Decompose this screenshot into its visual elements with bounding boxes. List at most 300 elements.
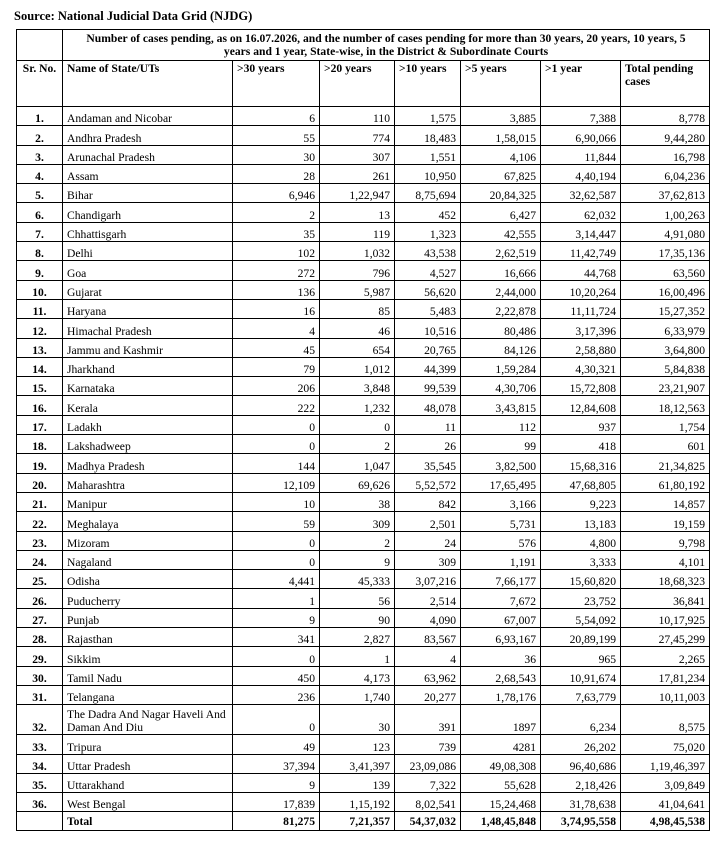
total-gt1: 3,74,95,558 (541, 812, 621, 831)
gt10-cell: 5,483 (395, 299, 461, 318)
table-row (17, 454, 710, 473)
table-row (17, 126, 710, 145)
total-pending-cell: 16,798 (621, 145, 710, 164)
gt20-cell: 139 (320, 773, 395, 792)
total-pending-cell: 10,11,003 (621, 685, 710, 704)
gt30-cell: 6,946 (233, 184, 320, 203)
gt30-cell: 59 (233, 512, 320, 531)
header-gt5: >5 years (461, 61, 541, 107)
gt30-cell: 45 (233, 338, 320, 357)
total-pending-cell: 19,159 (621, 512, 710, 531)
sr-cell: 32. (17, 705, 63, 735)
gt10-cell: 10,516 (395, 319, 461, 338)
table-row (17, 793, 710, 812)
gt30-cell: 0 (233, 647, 320, 666)
gt30-cell: 37,394 (233, 754, 320, 773)
state-name-cell: Arunachal Pradesh (63, 145, 233, 164)
gt5-cell: 3,166 (461, 492, 541, 511)
gt5-cell: 17,65,495 (461, 473, 541, 492)
gt10-cell: 1,575 (395, 107, 461, 126)
gt1-cell: 3,17,396 (541, 319, 621, 338)
sr-cell: 6. (17, 203, 63, 222)
header-total-pending: Total pending cases (621, 61, 710, 107)
gt1-cell: 26,202 (541, 735, 621, 754)
gt5-cell: 84,126 (461, 338, 541, 357)
state-name-cell: West Bengal (63, 793, 233, 812)
state-name-cell: Gujarat (63, 280, 233, 299)
sr-cell: 12. (17, 319, 63, 338)
gt20-cell: 774 (320, 126, 395, 145)
gt5-cell: 2,44,000 (461, 280, 541, 299)
gt1-cell: 15,68,316 (541, 454, 621, 473)
gt1-cell: 6,90,066 (541, 126, 621, 145)
table-row (17, 705, 710, 735)
state-name-cell: Goa (63, 261, 233, 280)
gt20-cell: 261 (320, 164, 395, 183)
sr-cell: 19. (17, 454, 63, 473)
gt10-cell: 8,02,541 (395, 793, 461, 812)
header-sr-no: Sr. No. (17, 61, 63, 107)
total-pending-cell: 75,020 (621, 735, 710, 754)
total-label: Total (63, 812, 233, 831)
gt5-cell: 1,58,015 (461, 126, 541, 145)
gt10-cell: 1,551 (395, 145, 461, 164)
gt20-cell: 110 (320, 107, 395, 126)
gt1-cell: 15,60,820 (541, 570, 621, 589)
state-name-cell: The Dadra And Nagar Haveli And Daman And Diu (63, 705, 233, 735)
gt1-cell: 11,844 (541, 145, 621, 164)
gt5-cell: 7,66,177 (461, 570, 541, 589)
state-name-cell: Uttar Pradesh (63, 754, 233, 773)
gt20-cell: 1,032 (320, 242, 395, 261)
state-name-cell: Meghalaya (63, 512, 233, 531)
sr-cell: 15. (17, 377, 63, 396)
gt10-cell: 20,277 (395, 685, 461, 704)
gt5-cell: 3,885 (461, 107, 541, 126)
sr-cell: 24. (17, 550, 63, 569)
gt20-cell: 309 (320, 512, 395, 531)
gt30-cell: 102 (233, 242, 320, 261)
gt30-cell: 4,441 (233, 570, 320, 589)
gt10-cell: 4,090 (395, 608, 461, 627)
total-pending-cell: 601 (621, 435, 710, 454)
total-pending-cell: 17,81,234 (621, 666, 710, 685)
gt5-cell: 3,43,815 (461, 396, 541, 415)
gt30-cell: 30 (233, 145, 320, 164)
total-pending-cell: 21,34,825 (621, 454, 710, 473)
state-name-cell: Kerala (63, 396, 233, 415)
gt5-cell: 7,672 (461, 589, 541, 608)
total-gt10: 54,37,032 (395, 812, 461, 831)
state-name-cell: Andhra Pradesh (63, 126, 233, 145)
header-gt10: >10 years (395, 61, 461, 107)
table-row (17, 608, 710, 627)
gt20-cell: 1,047 (320, 454, 395, 473)
gt30-cell: 0 (233, 550, 320, 569)
table-row (17, 773, 710, 792)
state-name-cell: Sikkim (63, 647, 233, 666)
gt5-cell: 1,191 (461, 550, 541, 569)
gt1-cell: 11,42,749 (541, 242, 621, 261)
gt30-cell: 2 (233, 203, 320, 222)
table-body (17, 107, 710, 812)
sr-cell: 23. (17, 531, 63, 550)
gt5-cell: 3,82,500 (461, 454, 541, 473)
sr-cell: 3. (17, 145, 63, 164)
table-row (17, 492, 710, 511)
state-name-cell: Ladakh (63, 415, 233, 434)
sr-cell: 11. (17, 299, 63, 318)
gt30-cell: 9 (233, 608, 320, 627)
gt10-cell: 18,483 (395, 126, 461, 145)
gt20-cell: 56 (320, 589, 395, 608)
gt30-cell: 144 (233, 454, 320, 473)
gt1-cell: 10,20,264 (541, 280, 621, 299)
total-pending-cell: 10,17,925 (621, 608, 710, 627)
gt1-cell: 62,032 (541, 203, 621, 222)
sr-cell: 20. (17, 473, 63, 492)
table-row (17, 589, 710, 608)
table-row (17, 242, 710, 261)
gt1-cell: 937 (541, 415, 621, 434)
state-name-cell: Bihar (63, 184, 233, 203)
gt30-cell: 222 (233, 396, 320, 415)
gt1-cell: 418 (541, 435, 621, 454)
total-pending-cell: 8,575 (621, 705, 710, 735)
gt5-cell: 4,106 (461, 145, 541, 164)
gt20-cell: 0 (320, 415, 395, 434)
table-row (17, 222, 710, 241)
sr-cell: 22. (17, 512, 63, 531)
gt1-cell: 5,54,092 (541, 608, 621, 627)
state-name-cell: Odisha (63, 570, 233, 589)
state-name-cell: Tamil Nadu (63, 666, 233, 685)
gt5-cell: 5,731 (461, 512, 541, 531)
total-all: 4,98,45,538 (621, 812, 710, 831)
gt10-cell: 309 (395, 550, 461, 569)
gt1-cell: 9,223 (541, 492, 621, 511)
gt5-cell: 67,007 (461, 608, 541, 627)
gt20-cell: 1,232 (320, 396, 395, 415)
total-pending-cell: 61,80,192 (621, 473, 710, 492)
sr-cell: 18. (17, 435, 63, 454)
state-name-cell: Tripura (63, 735, 233, 754)
gt30-cell: 55 (233, 126, 320, 145)
gt5-cell: 6,427 (461, 203, 541, 222)
gt20-cell: 119 (320, 222, 395, 241)
gt1-cell: 4,30,321 (541, 357, 621, 376)
gt30-cell: 35 (233, 222, 320, 241)
table-row (17, 280, 710, 299)
gt20-cell: 1,22,947 (320, 184, 395, 203)
gt30-cell: 49 (233, 735, 320, 754)
table-row (17, 261, 710, 280)
sr-cell: 31. (17, 685, 63, 704)
gt5-cell: 16,666 (461, 261, 541, 280)
gt10-cell: 452 (395, 203, 461, 222)
total-pending-cell: 18,68,323 (621, 570, 710, 589)
gt20-cell: 46 (320, 319, 395, 338)
table-row (17, 685, 710, 704)
table-row (17, 145, 710, 164)
gt1-cell: 47,68,805 (541, 473, 621, 492)
sr-cell: 9. (17, 261, 63, 280)
gt30-cell: 28 (233, 164, 320, 183)
sr-cell: 26. (17, 589, 63, 608)
gt20-cell: 69,626 (320, 473, 395, 492)
sr-cell: 4. (17, 164, 63, 183)
gt10-cell: 4,527 (395, 261, 461, 280)
total-pending-cell: 3,64,800 (621, 338, 710, 357)
gt20-cell: 123 (320, 735, 395, 754)
sr-cell: 27. (17, 608, 63, 627)
gt20-cell: 3,848 (320, 377, 395, 396)
gt1-cell: 4,800 (541, 531, 621, 550)
gt5-cell: 67,825 (461, 164, 541, 183)
gt5-cell: 1897 (461, 705, 541, 735)
table-row (17, 319, 710, 338)
table-row (17, 107, 710, 126)
gt5-cell: 576 (461, 531, 541, 550)
total-pending-cell: 37,62,813 (621, 184, 710, 203)
state-name-cell: Lakshadweep (63, 435, 233, 454)
table-row (17, 377, 710, 396)
total-pending-cell: 23,21,907 (621, 377, 710, 396)
state-name-cell: Mizoram (63, 531, 233, 550)
total-pending-cell: 18,12,563 (621, 396, 710, 415)
gt10-cell: 43,538 (395, 242, 461, 261)
gt30-cell: 6 (233, 107, 320, 126)
gt10-cell: 56,620 (395, 280, 461, 299)
gt10-cell: 3,07,216 (395, 570, 461, 589)
gt20-cell: 2,827 (320, 628, 395, 647)
gt20-cell: 45,333 (320, 570, 395, 589)
state-name-cell: Manipur (63, 492, 233, 511)
gt10-cell: 20,765 (395, 338, 461, 357)
total-pending-cell: 27,45,299 (621, 628, 710, 647)
gt20-cell: 2 (320, 531, 395, 550)
gt5-cell: 42,555 (461, 222, 541, 241)
sr-cell: 14. (17, 357, 63, 376)
gt30-cell: 4 (233, 319, 320, 338)
gt5-cell: 49,08,308 (461, 754, 541, 773)
total-pending-cell: 63,560 (621, 261, 710, 280)
gt20-cell: 307 (320, 145, 395, 164)
total-pending-cell: 16,00,496 (621, 280, 710, 299)
table-row (17, 570, 710, 589)
gt1-cell: 6,234 (541, 705, 621, 735)
gt30-cell: 10 (233, 492, 320, 511)
table-row (17, 647, 710, 666)
gt10-cell: 24 (395, 531, 461, 550)
gt30-cell: 9 (233, 773, 320, 792)
gt20-cell: 654 (320, 338, 395, 357)
gt30-cell: 236 (233, 685, 320, 704)
total-pending-cell: 8,778 (621, 107, 710, 126)
state-name-cell: Punjab (63, 608, 233, 627)
gt1-cell: 23,752 (541, 589, 621, 608)
gt10-cell: 739 (395, 735, 461, 754)
table-row (17, 184, 710, 203)
gt5-cell: 4281 (461, 735, 541, 754)
total-pending-cell: 6,33,979 (621, 319, 710, 338)
gt30-cell: 272 (233, 261, 320, 280)
state-name-cell: Chhattisgarh (63, 222, 233, 241)
gt1-cell: 7,388 (541, 107, 621, 126)
total-pending-cell: 1,19,46,397 (621, 754, 710, 773)
gt1-cell: 4,40,194 (541, 164, 621, 183)
gt10-cell: 26 (395, 435, 461, 454)
table-row (17, 666, 710, 685)
sr-cell: 28. (17, 628, 63, 647)
gt1-cell: 12,84,608 (541, 396, 621, 415)
gt10-cell: 63,962 (395, 666, 461, 685)
state-name-cell: Maharashtra (63, 473, 233, 492)
gt10-cell: 4 (395, 647, 461, 666)
gt1-cell: 13,183 (541, 512, 621, 531)
gt20-cell: 5,987 (320, 280, 395, 299)
gt1-cell: 3,14,447 (541, 222, 621, 241)
sr-cell: 30. (17, 666, 63, 685)
state-name-cell: Andaman and Nicobar (63, 107, 233, 126)
total-pending-cell: 2,265 (621, 647, 710, 666)
table-row (17, 415, 710, 434)
sr-cell: 13. (17, 338, 63, 357)
state-name-cell: Himachal Pradesh (63, 319, 233, 338)
gt20-cell: 30 (320, 705, 395, 735)
total-gt30: 81,275 (233, 812, 320, 831)
header-gt1: >1 year (541, 61, 621, 107)
gt1-cell: 10,91,674 (541, 666, 621, 685)
total-pending-cell: 9,44,280 (621, 126, 710, 145)
gt5-cell: 36 (461, 647, 541, 666)
sr-cell: 25. (17, 570, 63, 589)
state-name-cell: Assam (63, 164, 233, 183)
gt5-cell: 2,62,519 (461, 242, 541, 261)
sr-cell: 17. (17, 415, 63, 434)
sr-cell: 8. (17, 242, 63, 261)
gt30-cell: 17,839 (233, 793, 320, 812)
total-pending-cell: 9,798 (621, 531, 710, 550)
total-pending-cell: 36,841 (621, 589, 710, 608)
gt20-cell: 90 (320, 608, 395, 627)
gt1-cell: 96,40,686 (541, 754, 621, 773)
gt10-cell: 391 (395, 705, 461, 735)
gt10-cell: 48,078 (395, 396, 461, 415)
table-caption: Number of cases pending, as on 16.07.2026, and the number of cases pending for more than 30 years, 20 years, 10 years, 5 years and 1 year, State-wise, in the District & Subordinate Courts (63, 30, 710, 61)
total-pending-cell: 17,35,136 (621, 242, 710, 261)
gt10-cell: 35,545 (395, 454, 461, 473)
table-row (17, 203, 710, 222)
total-pending-cell: 14,857 (621, 492, 710, 511)
total-pending-cell: 4,101 (621, 550, 710, 569)
state-name-cell: Jammu and Kashmir (63, 338, 233, 357)
gt5-cell: 1,59,284 (461, 357, 541, 376)
table-row (17, 299, 710, 318)
sr-cell: 16. (17, 396, 63, 415)
table-row (17, 512, 710, 531)
gt30-cell: 341 (233, 628, 320, 647)
state-name-cell: Karnataka (63, 377, 233, 396)
sr-cell: 10. (17, 280, 63, 299)
source-note: Source: National Judicial Data Grid (NJDG) (14, 9, 253, 23)
gt20-cell: 1,012 (320, 357, 395, 376)
sr-cell: 5. (17, 184, 63, 203)
table-row (17, 435, 710, 454)
table-row (17, 164, 710, 183)
table-row (17, 754, 710, 773)
state-name-cell: Chandigarh (63, 203, 233, 222)
total-pending-cell: 5,84,838 (621, 357, 710, 376)
gt5-cell: 112 (461, 415, 541, 434)
header-state-name: Name of State/UTs (63, 61, 233, 107)
pending-cases-table (16, 29, 710, 831)
gt1-cell: 20,89,199 (541, 628, 621, 647)
gt5-cell: 20,84,325 (461, 184, 541, 203)
gt1-cell: 44,768 (541, 261, 621, 280)
state-name-cell: Delhi (63, 242, 233, 261)
gt20-cell: 9 (320, 550, 395, 569)
gt20-cell: 1,740 (320, 685, 395, 704)
gt1-cell: 11,11,724 (541, 299, 621, 318)
gt5-cell: 80,486 (461, 319, 541, 338)
sr-cell: 2. (17, 126, 63, 145)
sr-cell: 36. (17, 793, 63, 812)
gt30-cell: 450 (233, 666, 320, 685)
table-row (17, 735, 710, 754)
gt5-cell: 55,628 (461, 773, 541, 792)
gt30-cell: 12,109 (233, 473, 320, 492)
gt1-cell: 15,72,808 (541, 377, 621, 396)
gt20-cell: 13 (320, 203, 395, 222)
gt5-cell: 99 (461, 435, 541, 454)
table-row (17, 550, 710, 569)
gt30-cell: 0 (233, 705, 320, 735)
gt1-cell: 32,62,587 (541, 184, 621, 203)
state-name-cell: Uttarakhand (63, 773, 233, 792)
gt20-cell: 3,41,397 (320, 754, 395, 773)
total-pending-cell: 6,04,236 (621, 164, 710, 183)
gt20-cell: 796 (320, 261, 395, 280)
total-gt5: 1,48,45,848 (461, 812, 541, 831)
gt20-cell: 1 (320, 647, 395, 666)
header-gt30: >30 years (233, 61, 320, 107)
gt30-cell: 0 (233, 531, 320, 550)
total-pending-cell: 4,91,080 (621, 222, 710, 241)
total-pending-cell: 1,00,263 (621, 203, 710, 222)
gt5-cell: 2,68,543 (461, 666, 541, 685)
state-name-cell: Haryana (63, 299, 233, 318)
table-row (17, 531, 710, 550)
state-name-cell: Rajasthan (63, 628, 233, 647)
gt30-cell: 16 (233, 299, 320, 318)
gt10-cell: 23,09,086 (395, 754, 461, 773)
blank-corner (17, 30, 63, 61)
gt1-cell: 2,18,426 (541, 773, 621, 792)
sr-cell: 1. (17, 107, 63, 126)
table-row (17, 357, 710, 376)
gt10-cell: 842 (395, 492, 461, 511)
table-row (17, 628, 710, 647)
gt10-cell: 44,399 (395, 357, 461, 376)
gt10-cell: 2,514 (395, 589, 461, 608)
gt30-cell: 0 (233, 415, 320, 434)
sr-cell: 29. (17, 647, 63, 666)
gt10-cell: 10,950 (395, 164, 461, 183)
total-pending-cell: 1,754 (621, 415, 710, 434)
gt30-cell: 79 (233, 357, 320, 376)
gt1-cell: 2,58,880 (541, 338, 621, 357)
